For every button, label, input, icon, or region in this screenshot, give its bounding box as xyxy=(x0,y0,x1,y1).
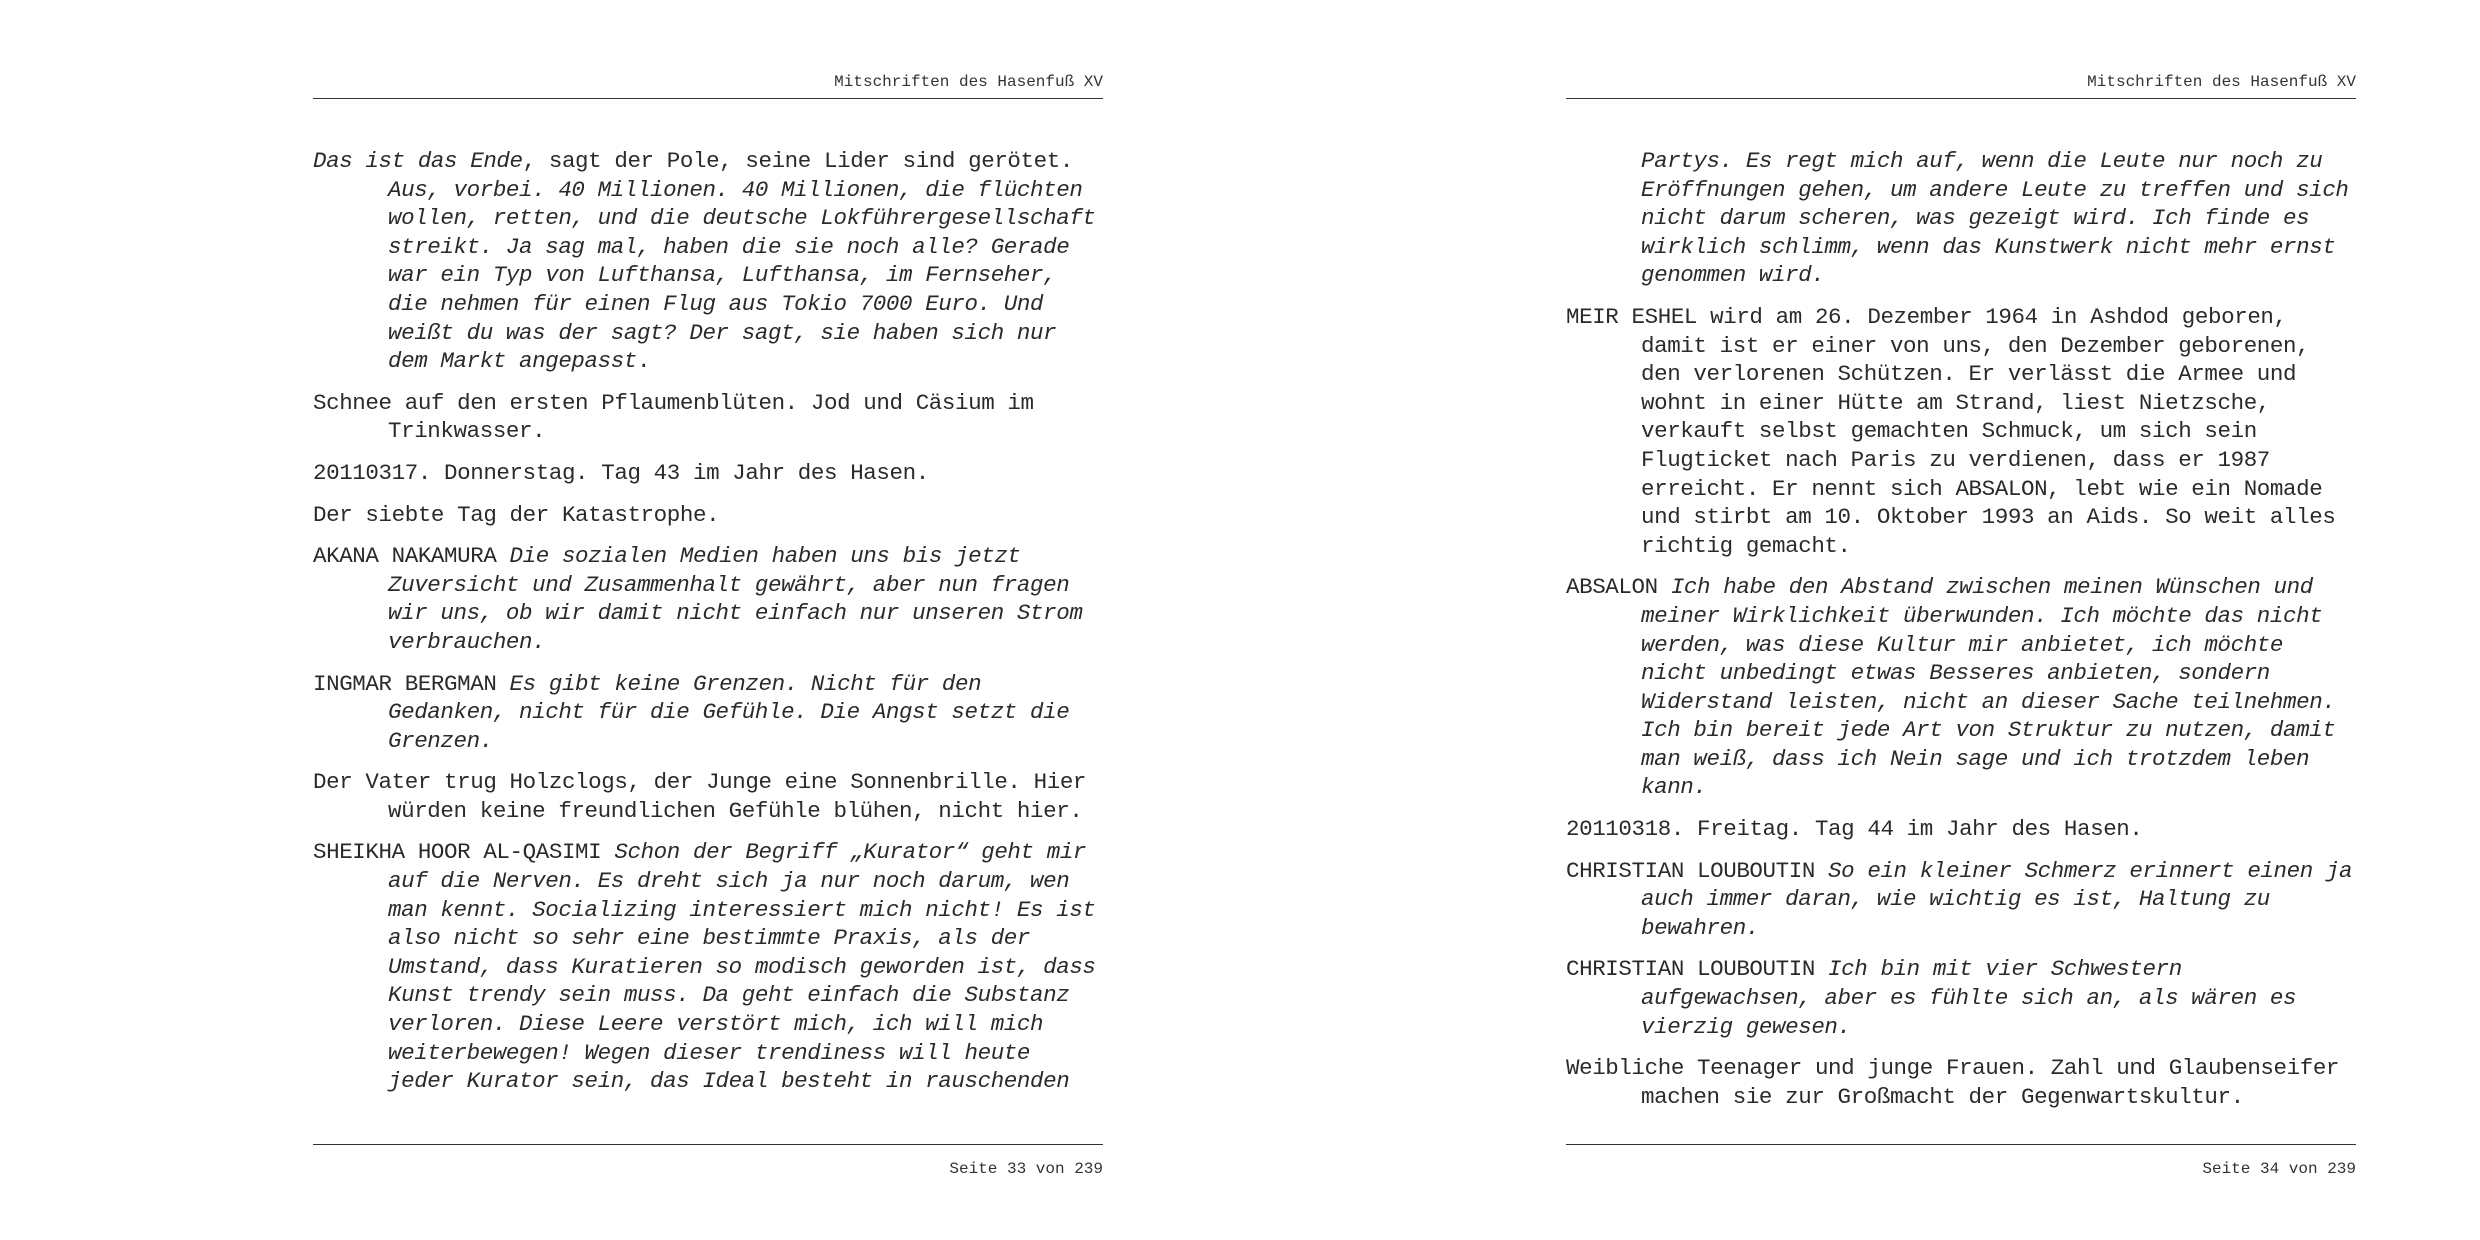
quote-paragraph xyxy=(1566,955,2356,1041)
quote-paragraph xyxy=(313,838,1103,1095)
narration-text: Der Vater trug Holzclogs, der Junge eine Sonnenbrille. Hier würden keine freundlichen Gefühle blühen, nicht hier. xyxy=(313,769,1087,824)
page-body xyxy=(313,147,1103,1109)
page-number: Seite 34 von 239 xyxy=(2202,1160,2356,1178)
quote-paragraph xyxy=(1566,857,2356,943)
continued-quote xyxy=(1566,147,2356,290)
narration-text: 20110317. Donnerstag. Tag 43 im Jahr des Hasen. xyxy=(313,459,929,486)
quote-paragraph xyxy=(313,670,1103,756)
quote-text: Ich bin mit vier Schwestern aufgewachsen, aber es fühlte sich an, als wären es vierzig gewesen. xyxy=(1641,956,2297,1040)
narration-text: Schnee auf den ersten Pflaumenblüten. Jod und Cäsium im Trinkwasser. xyxy=(313,389,1034,445)
quote-paragraph xyxy=(313,542,1103,656)
narration-text: Der siebte Tag der Katastrophe. xyxy=(313,501,720,528)
narration-text: 20110318. Freitag. Tag 44 im Jahr des Hasen. xyxy=(1566,816,2143,843)
page-body xyxy=(1566,147,2356,1124)
running-header: Mitschriften des Hasenfuß XV xyxy=(834,73,1103,91)
speaker-name: CHRISTIAN LOUBOUTIN xyxy=(1566,956,1829,983)
speaker-name: SHEIKHA HOOR AL-QASIMI xyxy=(313,839,615,866)
date-entry xyxy=(1566,815,2356,844)
quote-text: Partys. Es regt mich auf, wenn die Leute nur noch zu Eröffnungen gehen, um andere Leute zu treffen und sich nicht darum scheren, was gezeigt wird. Ich finde es wirklich schlimm, wenn das Kunstwerk nicht mehr ernst genommen wird. xyxy=(1641,148,2349,289)
narration-text: , sagt der Pole, seine Lider sind gerötet. xyxy=(522,148,1073,174)
speaker-name: AKANA NAKAMURA xyxy=(313,543,510,570)
paragraph xyxy=(313,501,1103,530)
narration-text: . xyxy=(636,348,651,375)
date-entry xyxy=(313,459,1103,488)
paragraph xyxy=(1566,303,2356,560)
speaker-name: INGMAR BERGMAN xyxy=(313,670,510,697)
quote-text: Es gibt keine Grenzen. Nicht für den Gedanken, nicht für die Gefühle. Die Angst setzt die Grenzen. xyxy=(388,670,1070,754)
header-rule xyxy=(1566,98,2356,99)
quote-text: Aus, vorbei. 40 Millionen. 40 Millionen, die flüchten wollen, retten, und die deutsche Lokführergesellschaft streikt. Ja sag mal, haben die sie noch alle? Gerade war ein Typ von Lufthansa, Lufthansa, im Fernseher, die nehmen für einen Flug aus Tokio 7000 Euro. Und weißt du was der sagt? Der sagt, sie haben sich nur dem Markt angepasst xyxy=(388,176,1096,375)
narration-text: MEIR ESHEL wird am 26. Dezember 1964 in Ashdod geboren, damit ist er einer von uns, den Dezember geborenen, den verlorenen Schützen. Er verlässt die Armee und wohnt in einer Hütte am Strand, liest Nietzsche, verkauft selbst gemachten Schmuck, um sich sein Flugticket nach Paris zu verdienen, dass er 1987 erreicht. Er nennt sich ABSALON, lebt wie ein Nomade und stirbt am 10. Oktober 1993 an Aids. So weit alles richtig gemacht. xyxy=(1566,303,2336,559)
quote-text: Die sozialen Medien haben uns bis jetzt Zuversicht und Zusammenhalt gewährt, aber nun fragen wir uns, ob wir damit nicht einfach nur unseren Strom verbrauchen. xyxy=(388,543,1083,655)
paragraph xyxy=(313,389,1103,446)
speaker-name: ABSALON xyxy=(1566,574,1671,601)
quote-text: So ein kleiner Schmerz erinnert einen ja auch immer daran, wie wichtig es ist, Haltung zu bewahren. xyxy=(1641,857,2353,941)
header-rule xyxy=(313,98,1103,99)
narration-text: Weibliche Teenager und junge Frauen. Zahl und Glaubenseifer machen sie zur Großmacht der Gegenwartskultur. xyxy=(1566,1055,2340,1110)
paragraph xyxy=(1566,1054,2356,1111)
page-number: Seite 33 von 239 xyxy=(949,1160,1103,1178)
speaker-name: CHRISTIAN LOUBOUTIN xyxy=(1566,857,1829,884)
paragraph xyxy=(313,768,1103,825)
quote-text: Schon der Begriff „Kurator“ geht mir auf die Nerven. Es dreht sich ja nur noch darum, wen man kennt. Socializing interessiert mich nicht! Es ist also nicht so sehr eine bestimmte Praxis, als der Umstand, dass Kuratieren so modisch geworden ist, dass Kunst trendy sein muss. Da geht einfach die Substanz verloren. Diese Leere verstört mich, ich will mich weiterbewegen! Wegen dieser trendiness will heute jeder Kurator sein, das Ideal besteht in rauschenden xyxy=(388,839,1096,1095)
paragraph xyxy=(313,147,1103,376)
running-header: Mitschriften des Hasenfuß XV xyxy=(2087,73,2356,91)
footer-rule xyxy=(1566,1144,2356,1145)
quote-paragraph xyxy=(1566,573,2356,802)
right-page xyxy=(1566,0,2356,1240)
footer-rule xyxy=(313,1144,1103,1145)
left-page xyxy=(313,0,1103,1240)
quote-text: Das ist das Ende xyxy=(313,148,523,174)
quote-text: Ich habe den Abstand zwischen meinen Wünschen und meiner Wirklichkeit überwunden. Ich möchte das nicht werden, was diese Kultur mir anbietet, ich möchte nicht unbedingt etwas Besseres anbieten, sondern Widerstand leisten, nicht an dieser Sache teilnehmen. Ich bin bereit jede Art von Struktur zu nutzen, damit man weiß, dass ich Nein sage und ich trotzdem leben kann. xyxy=(1641,574,2336,801)
